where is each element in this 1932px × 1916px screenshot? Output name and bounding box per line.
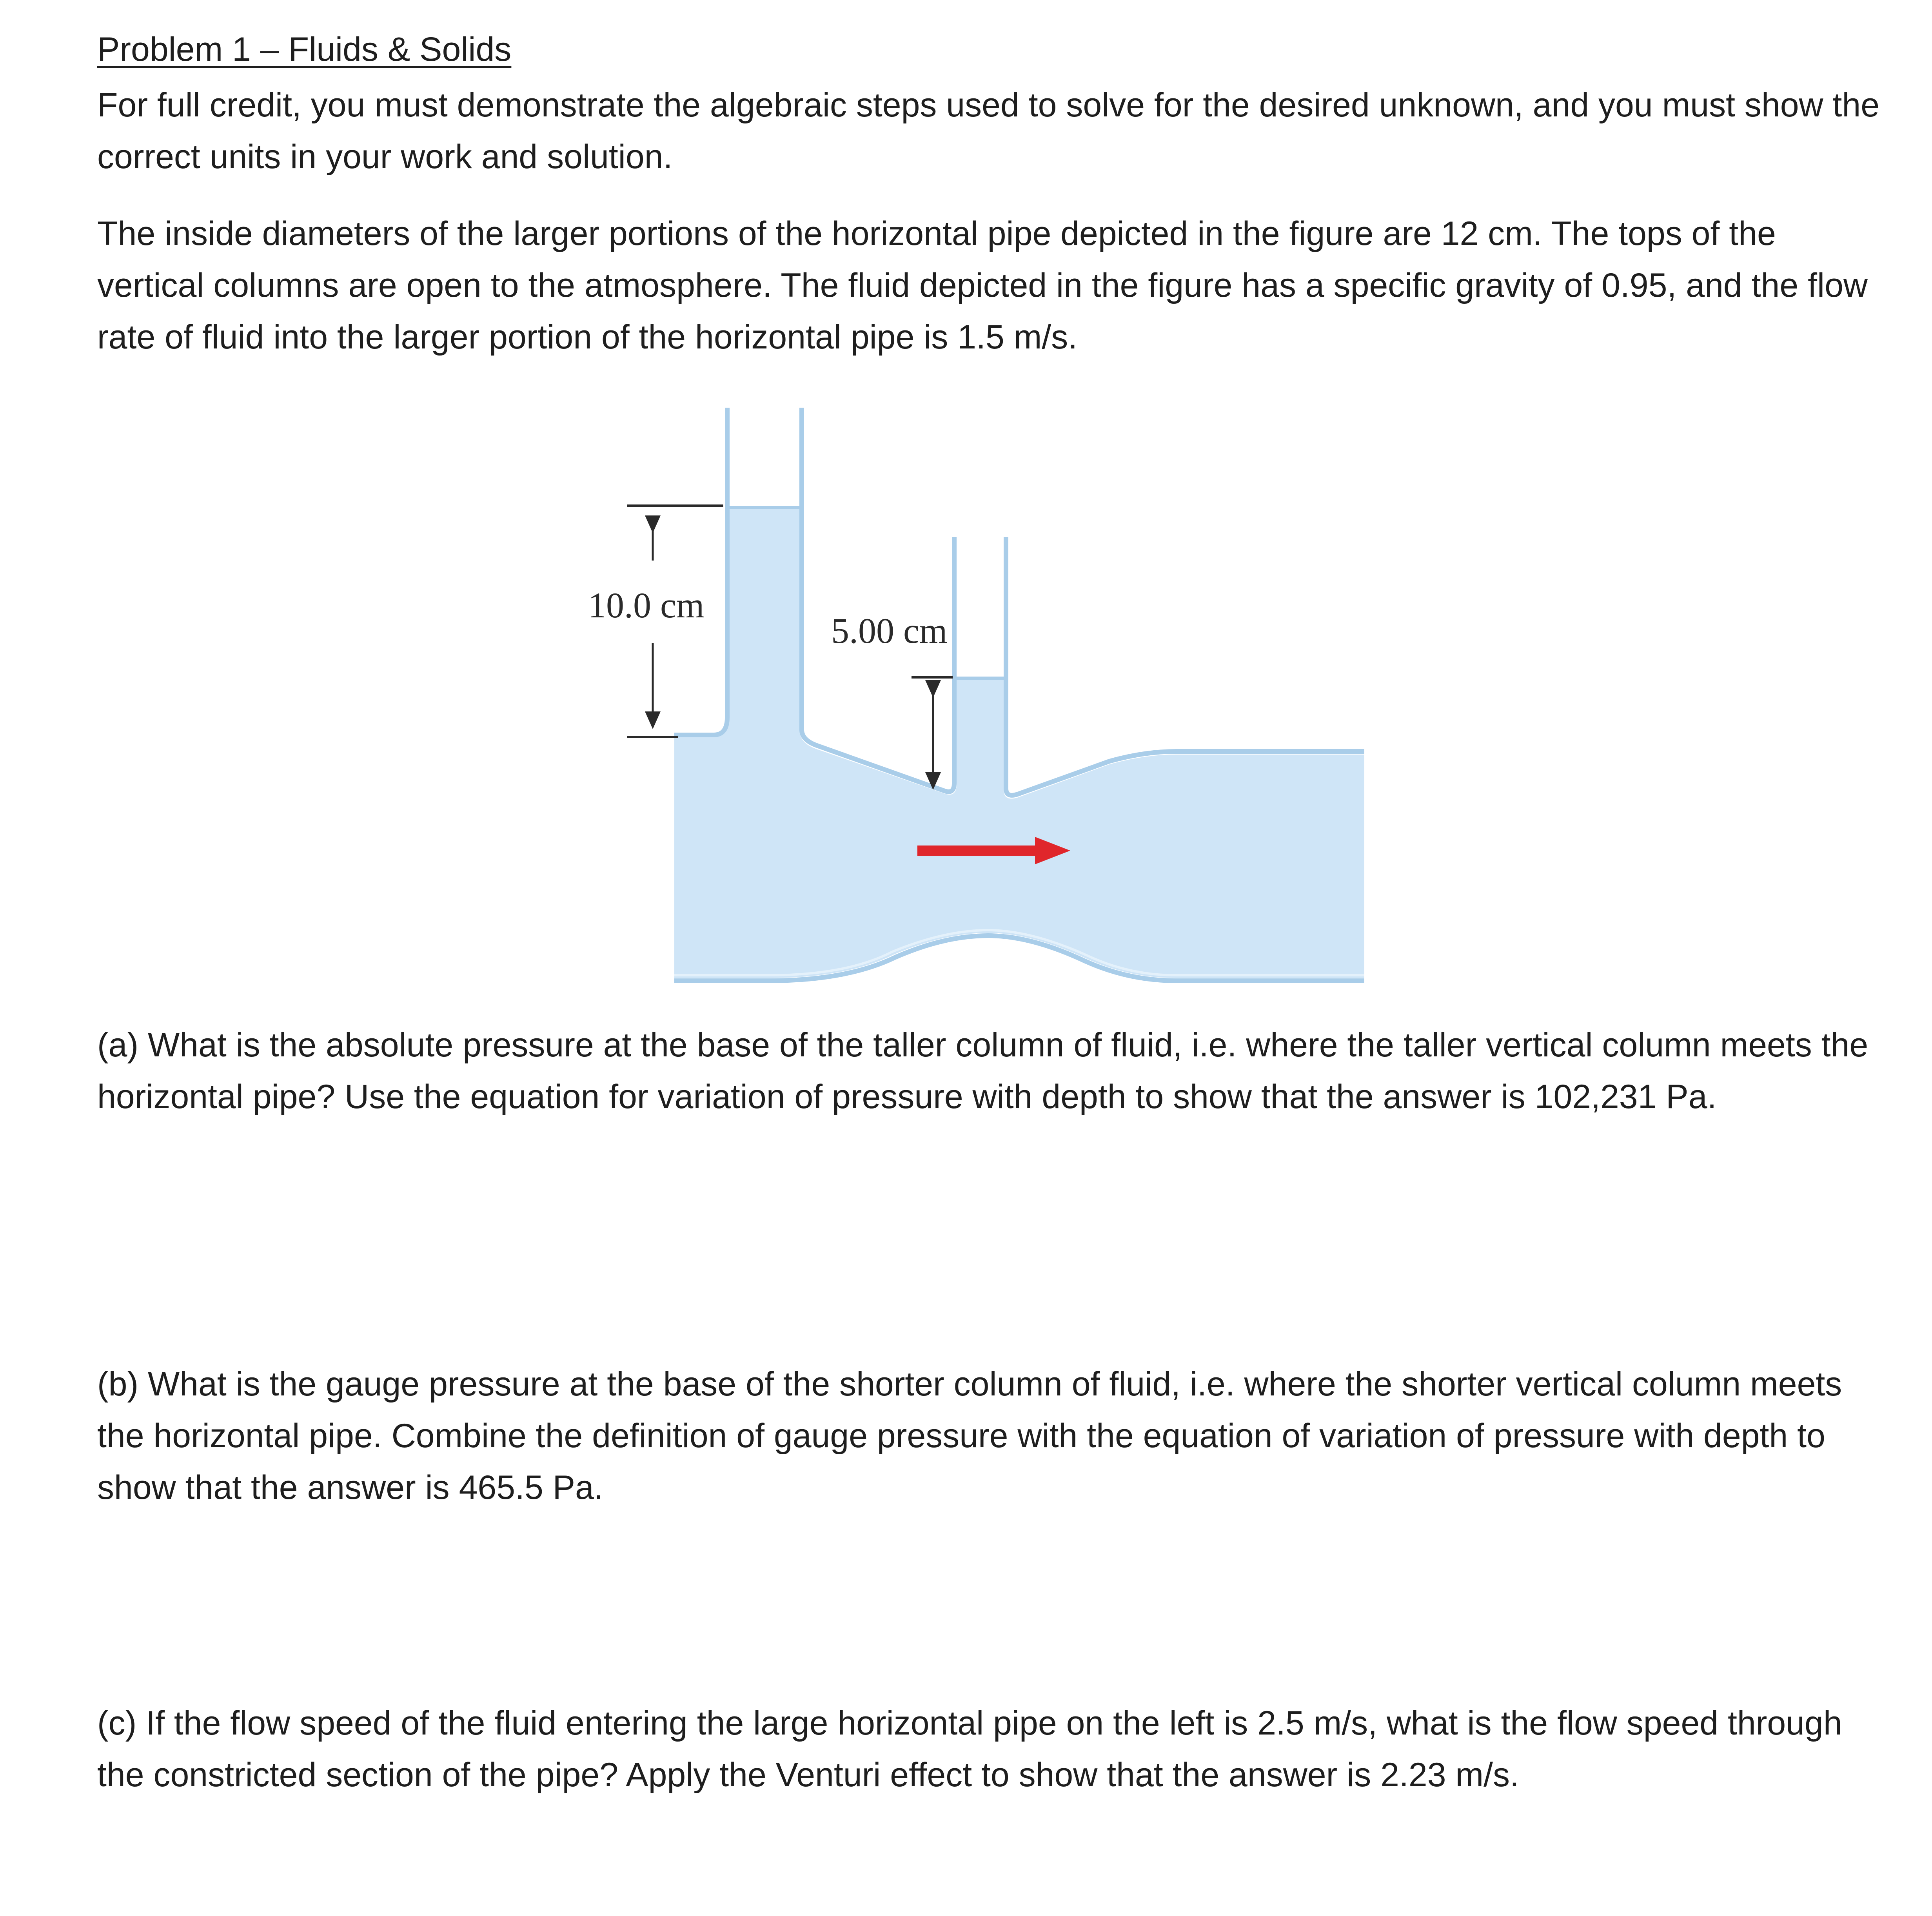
tall-column-right-wall [802, 408, 954, 792]
venturi-pipe-diagram [549, 408, 1380, 1003]
question-c: (c) If the flow speed of the fluid entering the large horizontal pipe on the left is 2.5 m/s, what is the flow speed through the constricted section of the pipe? Apply the Venturi effect to show that the answer is 2.23 m/s. [97, 1704, 1842, 1794]
question-b: (b) What is the gauge pressure at the base of the shorter column of fluid, i.e. where the shorter vertical column meets the horizontal pipe. Combine the definition of gauge pressure with the equation of variation of pressure with depth to show that the answer is 465.5 Pa. [97, 1365, 1842, 1506]
short-column-air [957, 408, 1004, 678]
tall-column-air [729, 408, 800, 508]
question-a: (a) What is the absolute pressure at the base of the taller column of fluid, i.e. where the taller vertical column meets the horizontal pipe? Use the equation for variation of pressure with depth to show that the answer is 102,231 Pa. [97, 1026, 1868, 1116]
tall-column-left-wall [674, 408, 727, 735]
problem-statement-paragraph: The inside diameters of the larger portions of the horizontal pipe depicted in the figure are 12 cm. The tops of the vertical columns are open to the atmosphere. The fluid depicted in the figure has a specific gravity of 0.95, and the flow rate of fluid into the larger portion of the horizontal pipe is 1.5 m/s. [97, 215, 1868, 356]
tall-column-height-label: 10.0 cm [588, 585, 705, 625]
venturi-pipe-figure [549, 408, 1380, 1003]
short-column-height-label: 5.00 cm [831, 611, 948, 651]
problem-title: Problem 1 – Fluids & Solids [97, 31, 512, 68]
horizontal-pipe-fluid [674, 431, 1364, 978]
instructions-paragraph: For full credit, you must demonstrate the algebraic steps used to solve for the desired unknown, and you must show the correct units in your work and solution. [97, 86, 1880, 176]
